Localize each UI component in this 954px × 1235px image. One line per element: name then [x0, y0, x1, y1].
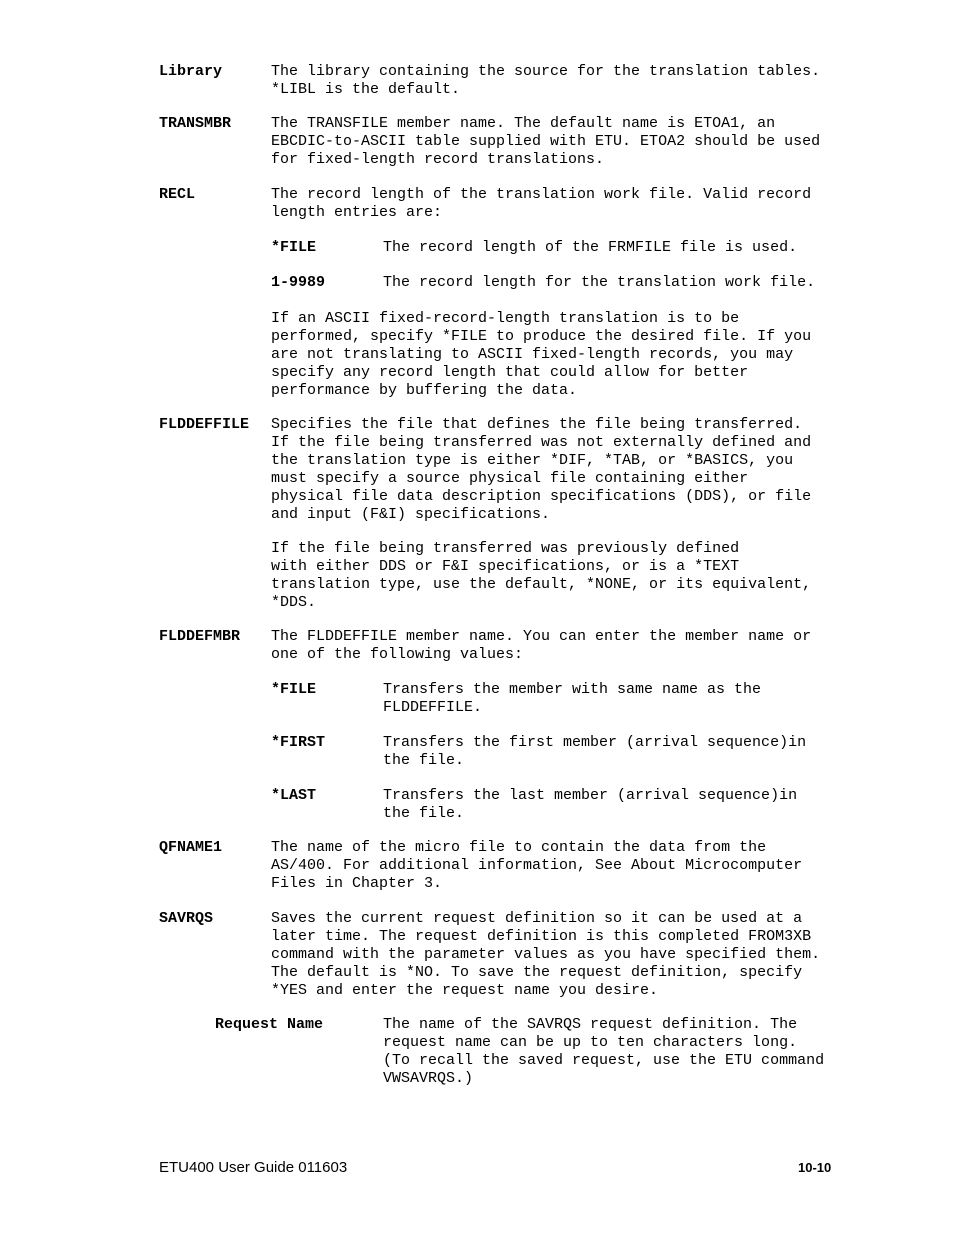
desc-recl-file: The record length of the FRMFILE file is used. [383, 239, 798, 256]
term-library: Library [159, 63, 223, 80]
desc-flddefmbr-first: Transfers the first member (arrival sequence)in the file. [383, 734, 807, 769]
footer-document-title: ETU400 User Guide 011603 [159, 1159, 348, 1176]
desc-flddefmbr: The FLDDEFFILE member name. You can enter the member name or one of the following values: [271, 628, 812, 663]
desc-transmbr: The TRANSFILE member name. The default name is ETOA1, an EBCDIC-to-ASCII table supplied with ETU. ETOA2 should be used for fixed-length record translations. [271, 115, 821, 168]
desc-flddefmbr-last: Transfers the last member (arrival sequence)in the file. [383, 787, 798, 822]
desc-qfname1: The name of the micro file to contain the data from the AS/400. For additional information, See About Microcomputer Files in Chapter 3. [271, 839, 803, 892]
term-request-name: Request Name [215, 1016, 324, 1033]
desc-recl: The record length of the translation work file. Valid record length entries are: [271, 186, 812, 221]
term-flddefmbr-last: *LAST [271, 787, 317, 804]
desc-recl-range: The record length for the translation work file. [383, 274, 816, 291]
term-flddefmbr: FLDDEFMBR [159, 628, 241, 645]
term-flddeffile: FLDDEFFILE [159, 416, 250, 433]
term-recl-range: 1-9989 [271, 274, 326, 291]
term-recl-file: *FILE [271, 239, 317, 256]
desc-flddefmbr-file: Transfers the member with same name as the FLDDEFFILE. [383, 681, 762, 716]
term-flddefmbr-file: *FILE [271, 681, 317, 698]
desc-savrqs: Saves the current request definition so it can be used at a later time. The request definition is this completed FROM3XB command with the parameter values as you have specified them. The default is *NO. To save the request definition, specify *YES and enter the request name you desire. [271, 910, 821, 999]
desc-library: The library containing the source for the translation tables. *LIBL is the default. [271, 63, 821, 98]
flddeffile-note-paragraph: If the file being transferred was previously defined with either DDS or F&I specifications, or is a *TEXT translation type, use the default, *NONE, or its equivalent, *DDS. [271, 540, 812, 611]
desc-flddeffile: Specifies the file that defines the file being transferred. If the file being transferred was not externally defined and the translation type is either *DIF, *TAB, or *BASICS, you must specify a source physical file containing either physical file data description specifications (DDS), or file and input (F&I) specifications. [271, 416, 812, 523]
term-transmbr: TRANSMBR [159, 115, 232, 132]
recl-note-paragraph: If an ASCII fixed-record-length translation is to be performed, specify *FILE to produce the desired file. If you are not translating to ASCII fixed-length records, you may specify any record length that could allow for better performance by buffering the data. [271, 310, 812, 399]
desc-request-name: The name of the SAVRQS request definition. The request name can be up to ten characters long. (To recall the saved request, use the ETU command VWSAVRQS.) [383, 1016, 825, 1087]
term-flddefmbr-first: *FIRST [271, 734, 326, 751]
term-savrqs: SAVRQS [159, 910, 214, 927]
term-recl: RECL [159, 186, 196, 203]
term-qfname1: QFNAME1 [159, 839, 223, 856]
footer-page-number: 10-10 [798, 1160, 832, 1175]
